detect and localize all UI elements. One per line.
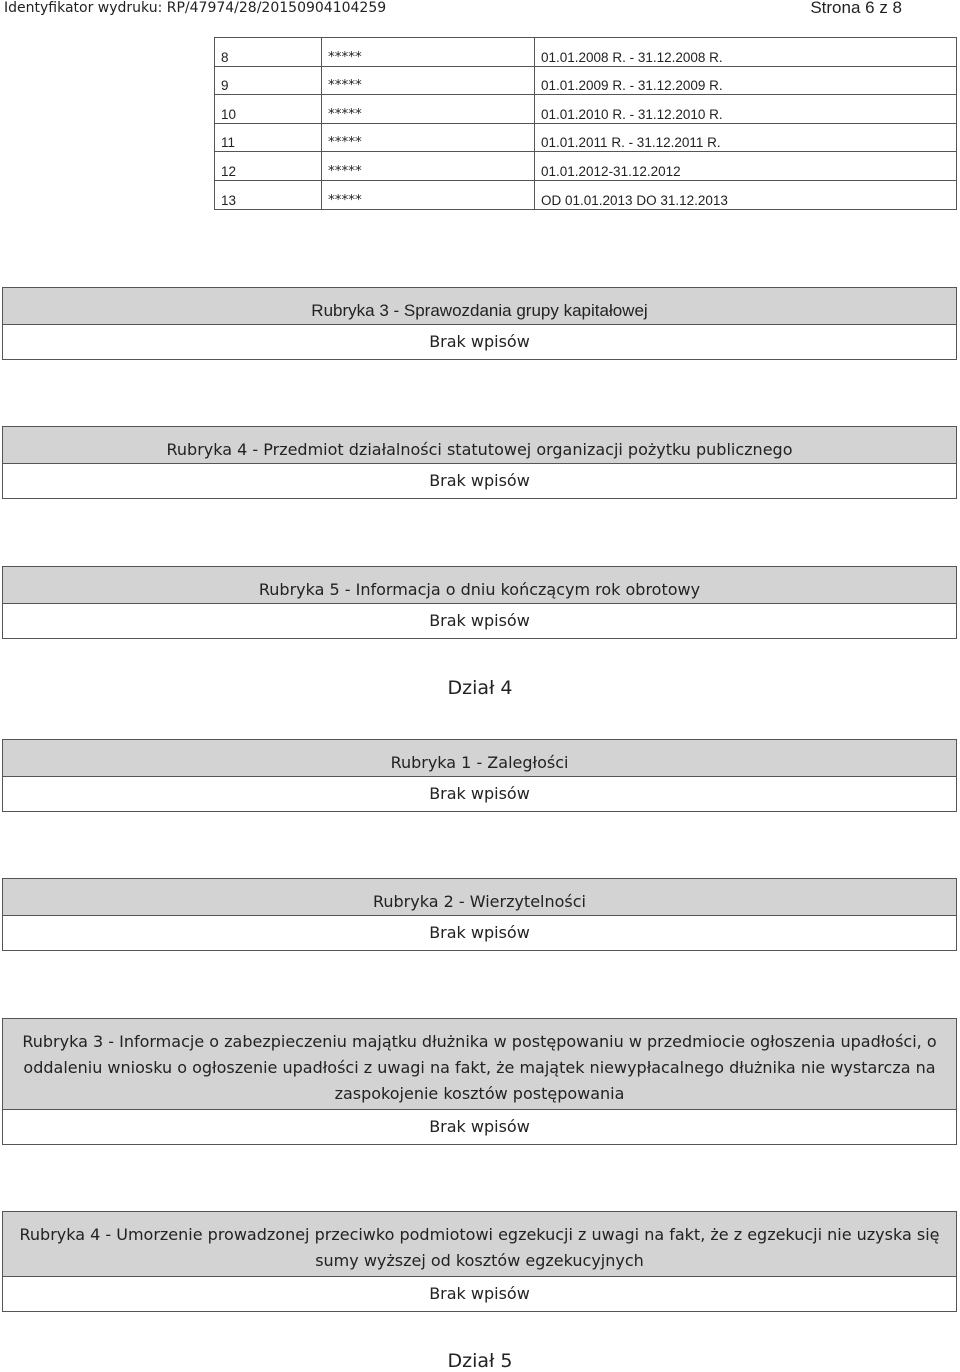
section-body: Brak wpisów	[429, 923, 530, 942]
row-period: OD 01.01.2013 DO 31.12.2013	[535, 180, 957, 209]
section-title: Rubryka 1 - Zaległości	[3, 740, 956, 777]
section-dzial4-rubryka-3	[2, 1018, 957, 1145]
section-title: Rubryka 4 - Przedmiot działalności statutowej organizacji pożytku publicznego	[3, 427, 956, 464]
row-number: 13	[215, 180, 322, 209]
row-period: 01.01.2011 R. - 31.12.2011 R.	[535, 123, 957, 152]
section-body: Brak wpisów	[429, 332, 530, 351]
history-table	[214, 37, 957, 210]
section-title: Rubryka 4 - Umorzenie prowadzonej przeciwko podmiotowi egzekucji z uwagi na fakt, że z egzekucji nie uzyska się sumy wyższej od kosztów egzekucyjnych	[3, 1212, 956, 1277]
row-value: *****	[322, 152, 535, 181]
dzial-4-heading: Dział 4	[447, 677, 513, 699]
row-value: *****	[322, 66, 535, 95]
row-value: *****	[322, 38, 535, 67]
section-title: Rubryka 3 - Sprawozdania grupy kapitałowej	[3, 288, 956, 325]
row-period: 01.01.2008 R. - 31.12.2008 R.	[535, 38, 957, 67]
section-dzial4-rubryka-1	[2, 739, 957, 812]
row-number: 9	[215, 66, 322, 95]
table-row	[215, 95, 957, 124]
section-title: Rubryka 2 - Wierzytelności	[3, 879, 956, 916]
table-row	[215, 123, 957, 152]
row-value: *****	[322, 180, 535, 209]
section-body: Brak wpisów	[429, 1117, 530, 1136]
section-dzial4-rubryka-4	[2, 1211, 957, 1312]
dzial-5-heading: Dział 5	[447, 1350, 513, 1372]
table-row	[215, 66, 957, 95]
row-period: 01.01.2009 R. - 31.12.2009 R.	[535, 66, 957, 95]
table-row	[215, 180, 957, 209]
section-rubryka-5-rok-obrotowy	[2, 566, 957, 639]
section-body: Brak wpisów	[429, 611, 530, 630]
row-value: *****	[322, 95, 535, 124]
section-rubryka-3-sprawozdania	[2, 287, 957, 360]
row-number: 12	[215, 152, 322, 181]
table-row	[215, 152, 957, 181]
section-title: Rubryka 3 - Informacje o zabezpieczeniu majątku dłużnika w postępowaniu w przedmiocie ogłoszenia upadłości, o oddaleniu wniosku o ogłoszenie upadłości z uwagi na fakt, że majątek niewypłacalnego dłużnika nie wystarcza na zaspokojenie kosztów postępowania	[3, 1019, 956, 1110]
row-value: *****	[322, 123, 535, 152]
print-identifier: Identyfikator wydruku: RP/47974/28/20150904104259	[4, 0, 387, 16]
page-number: Strona 6 z 8	[810, 0, 902, 17]
section-body: Brak wpisów	[429, 784, 530, 803]
section-body: Brak wpisów	[429, 471, 530, 490]
row-period: 01.01.2012-31.12.2012	[535, 152, 957, 181]
section-dzial4-rubryka-2	[2, 878, 957, 951]
section-title: Rubryka 5 - Informacja o dniu kończącym rok obrotowy	[3, 567, 956, 604]
section-rubryka-4-przedmiot	[2, 426, 957, 499]
row-number: 10	[215, 95, 322, 124]
row-number: 11	[215, 123, 322, 152]
table-row	[215, 38, 957, 67]
row-number: 8	[215, 38, 322, 67]
section-body: Brak wpisów	[429, 1284, 530, 1303]
row-period: 01.01.2010 R. - 31.12.2010 R.	[535, 95, 957, 124]
